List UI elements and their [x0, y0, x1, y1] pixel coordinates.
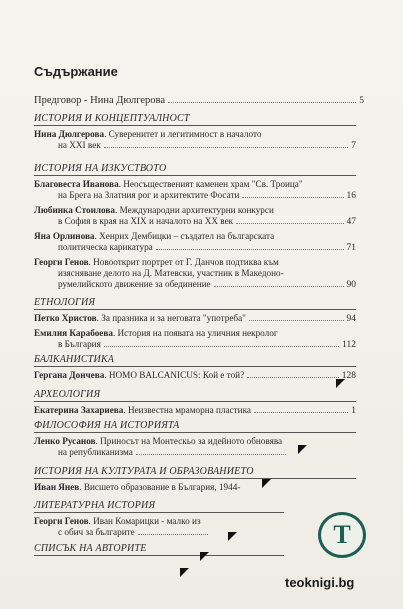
- entry-page: 94: [346, 314, 356, 324]
- entry-page: 71: [346, 243, 356, 253]
- section-heading: АРХЕОЛОГИЯ: [34, 389, 356, 402]
- preface-entry: [34, 95, 364, 106]
- section-heading: ИСТОРИЯ НА КУЛТУРАТА И ОБРАЗОВАНИЕТО: [34, 466, 356, 479]
- entry-title-cont: в София в края на XIX и началото на XX век: [58, 216, 234, 226]
- entry-page: 90: [346, 280, 356, 290]
- entry-author: Георги Генов: [34, 257, 89, 267]
- brand-watermark: teoknigi.bg: [285, 575, 355, 590]
- toc-entry: [34, 257, 356, 291]
- entry-page: 112: [342, 340, 356, 350]
- preface-page: 5: [359, 96, 364, 106]
- page-title: Съдържание: [34, 64, 118, 79]
- entry-title: . HOMO BALCANICUS: Кой е той?: [104, 370, 245, 380]
- section-authors-list: [34, 543, 356, 556]
- section-heading: ФИЛОСОФИЯ НА ИСТОРИЯТА: [34, 420, 356, 433]
- section-culture-education: [34, 466, 356, 493]
- toc-entry: [34, 482, 356, 493]
- scan-marker-icon: [262, 479, 271, 488]
- scan-marker-icon: [228, 532, 237, 541]
- entry-title-cont: политическа карикатура: [58, 242, 153, 252]
- entry-title-cont: румелийското движение за обединение: [58, 279, 211, 289]
- entry-title-cont: изясняване делото на Д. Матевски, участник в Македоно-: [58, 268, 284, 278]
- scan-marker-icon: [336, 379, 345, 388]
- entry-author: Яна Орлинова: [34, 231, 95, 241]
- toc-entry: [34, 370, 356, 382]
- section-heading: ЛИТЕРАТУРНА ИСТОРИЯ: [34, 500, 284, 513]
- section-heading: БАЛКАНИСТИКА: [34, 354, 356, 367]
- entry-title: . За празника и за неговата "употреба": [96, 313, 246, 323]
- entry-title: . Неосъщественият каменен храм "Св. Троица": [118, 179, 303, 189]
- leader-dots: [168, 101, 356, 103]
- entry-page: 7: [351, 141, 356, 151]
- toc-entry: [34, 436, 356, 458]
- entry-title: . Новооткрит портрет от Г. Данчов подтиква към: [88, 257, 279, 267]
- entry-title: . Неизвестна мраморна пластика: [123, 405, 251, 415]
- preface-text: Предговор - Нина Дюлгерова: [34, 95, 166, 106]
- entry-author: Благовеста Иванова: [34, 179, 119, 189]
- entry-page: 1: [351, 406, 356, 416]
- entry-author: Екатерина Захариева: [34, 405, 124, 415]
- entry-title-cont: на Брега на Златния рог и архитектите Фосати: [58, 190, 240, 200]
- section-archaeology: [34, 389, 356, 417]
- entry-title: . Висшето образование в България, 1944-: [79, 482, 241, 492]
- section-heading: СПИСЪК НА АВТОРИТЕ: [34, 543, 284, 556]
- toc-entry: [34, 405, 356, 417]
- toc-entry: [34, 516, 356, 538]
- section-ethnology: [34, 297, 356, 351]
- entry-author: Ленко Русанов: [34, 436, 96, 446]
- toc-entry: [34, 205, 356, 228]
- logo-glyph: T: [333, 520, 351, 549]
- entry-title-cont: с обич за българите: [58, 527, 135, 537]
- scan-marker-icon: [298, 445, 307, 454]
- scan-marker-icon: [200, 552, 209, 561]
- entry-page: 128: [341, 371, 356, 381]
- entry-author: Петко Христов: [34, 313, 97, 323]
- section-heading: ИСТОРИЯ И КОНЦЕПТУАЛНОСТ: [34, 113, 356, 126]
- section-philosophy-history: [34, 420, 356, 458]
- entry-title-cont: на XXI век: [58, 140, 101, 150]
- section-history-concept: [34, 113, 356, 152]
- entry-title: . Международни архитектурни конкурси: [114, 205, 274, 215]
- entry-author: Иван Янев: [34, 482, 80, 492]
- scan-marker-icon: [180, 568, 189, 577]
- toc-entry: [34, 231, 356, 254]
- entry-title: . Хенрих Дембицки – създател на българската: [94, 231, 275, 241]
- section-heading: ЕТНОЛОГИЯ: [34, 297, 356, 310]
- entry-author: Емилия Карабоева: [34, 328, 113, 338]
- entry-title: . Приносът на Монтескьо за идейното обновява: [95, 436, 283, 446]
- entry-page: 16: [346, 191, 356, 201]
- entry-author: Гергана Дончева: [34, 370, 105, 380]
- toc-entry: [34, 179, 356, 202]
- toc-entry: [34, 313, 356, 325]
- section-heading: ИСТОРИЯ НА ИЗКУСТВОТО: [34, 163, 356, 176]
- section-balkan-studies: [34, 354, 356, 382]
- section-art-history: [34, 163, 356, 291]
- entry-title-cont: в България: [58, 339, 101, 349]
- entry-title: . История на появата на уличния некролог: [112, 328, 278, 338]
- entry-author: Нина Дюлгерова: [34, 129, 105, 139]
- section-literary-history: [34, 500, 356, 538]
- toc-entry: [34, 129, 356, 152]
- entry-title: . Суверенитет и легитимност в началото: [104, 129, 262, 139]
- entry-author: Георги Генов: [34, 516, 89, 526]
- entry-page: 47: [346, 217, 356, 227]
- entry-author: Любинка Стоилова: [34, 205, 115, 215]
- entry-title-cont: на републиканизма: [58, 447, 133, 457]
- toc-entry: [34, 328, 356, 351]
- entry-title: . Иван Комарицки - малко из: [88, 516, 201, 526]
- book-icon: [318, 512, 366, 558]
